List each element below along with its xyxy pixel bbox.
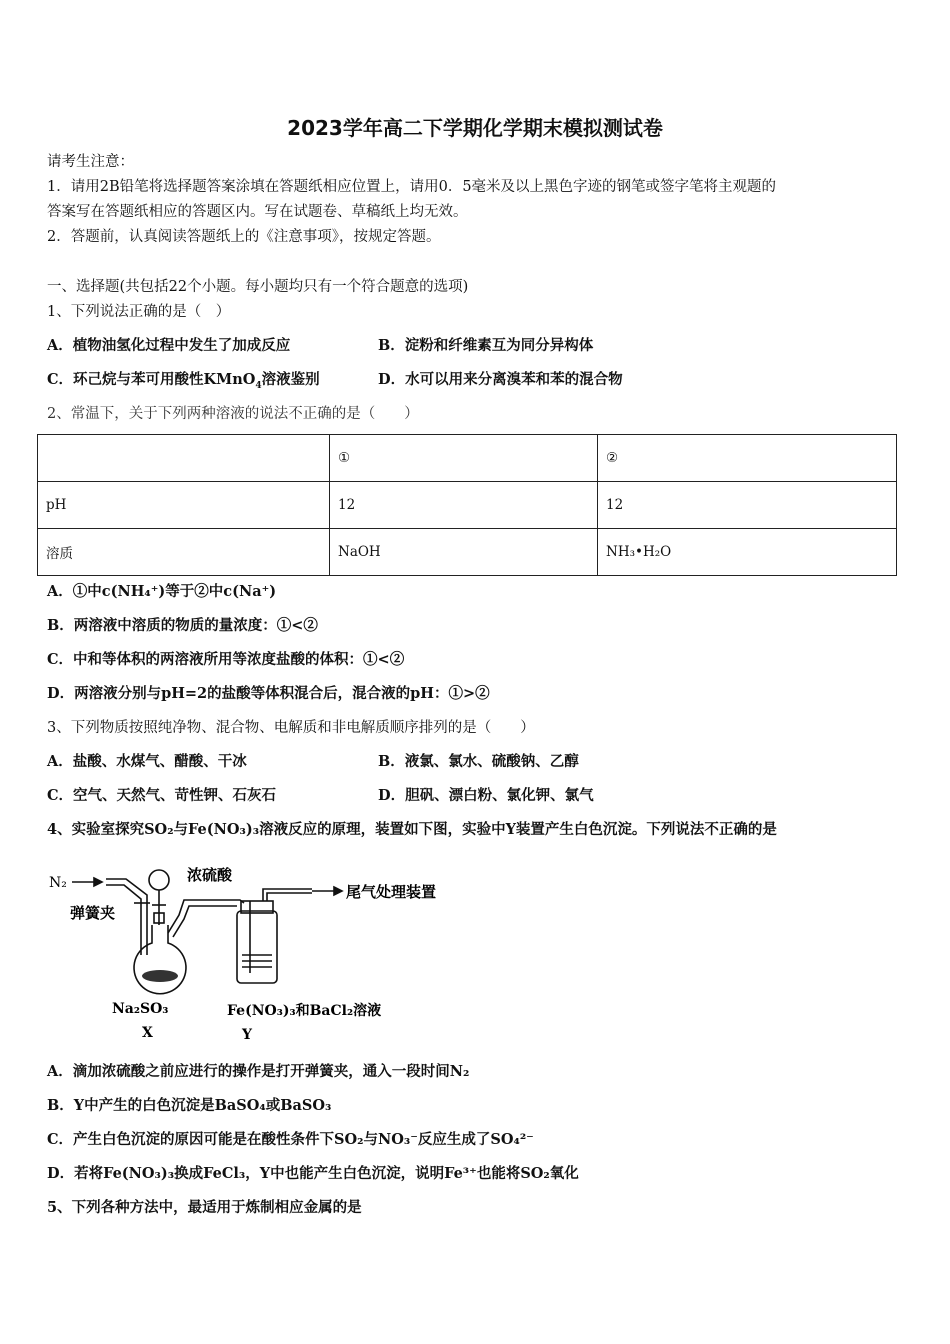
q1-option-c: C．环己烷与苯可用酸性KMnO$_4$溶液鉴别: [47, 371, 320, 391]
q2-option-c: C．中和等体积的两溶液所用等浓度盐酸的体积：①<②: [47, 651, 405, 668]
q2-option-d: D．两溶液分别与pH=2的盐酸等体积混合后，混合液的pH：①>②: [47, 685, 490, 702]
q4-option-c: C．产生白色沉淀的原因可能是在酸性条件下SO₂与NO₃⁻反应生成了SO₄²⁻: [47, 1131, 534, 1148]
q1-option-b: B．淀粉和纤维素互为同分异构体: [378, 337, 594, 354]
q1-stem: 1、下列说法正确的是（ ）: [47, 304, 231, 320]
q3-stem: 3、下列物质按照纯净物、混合物、电解质和非电解质顺序排列的是（ ）: [47, 720, 535, 736]
label-tail: 尾气处理装置: [346, 883, 437, 901]
notice-item2: 2．答题前，认真阅读答题纸上的《注意事项》，按规定答题。: [47, 229, 441, 245]
label-clamp: 弹簧夹: [70, 904, 116, 922]
q2-option-b: B．两溶液中溶质的物质的量浓度：①<②: [47, 617, 318, 634]
section-heading: 一、选择题(共包括22个小题。每小题均只有一个符合题意的选项): [47, 279, 469, 295]
q3-option-a: A．盐酸、水煤气、醋酸、干冰: [47, 753, 247, 770]
apparatus-figure: [44, 855, 464, 1050]
notice-item1a: 1．请用2B铅笔将选择题答案涂填在答题纸相应位置上，请用0．5毫米及以上黑色字迹的钢笔或签字笔将主观题的: [47, 179, 777, 195]
notice-item1b: 答案写在答题纸相应的答题区内。写在试题卷、草稿纸上均无效。: [47, 204, 468, 220]
q4-option-a: A．滴加浓硫酸之前应进行的操作是打开弹簧夹，通入一段时间N₂: [47, 1063, 470, 1080]
q3-option-c: C．空气、天然气、苛性钾、石灰石: [47, 787, 277, 804]
table-cell: [38, 435, 330, 482]
q1-option-d: D．水可以用来分离溴苯和苯的混合物: [378, 371, 623, 388]
q3-option-b: B．液氯、氯水、硫酸钠、乙醇: [378, 753, 579, 770]
label-reagent-x: Na₂SO₃: [112, 1001, 169, 1017]
table-cell: pH: [38, 482, 330, 529]
table-cell: 12: [330, 482, 598, 529]
label-reagent-y: Fe(NO₃)₃和BaCl₂溶液: [227, 1003, 382, 1019]
table-row: [38, 482, 897, 529]
q2-stem: 2、常温下，关于下列两种溶液的说法不正确的是（ ）: [47, 406, 419, 422]
q5-stem: 5、下列各种方法中，最适用于炼制相应金属的是: [47, 1199, 362, 1216]
notice-heading: 请考生注意：: [47, 154, 134, 170]
q4-option-b: B．Y中产生的白色沉淀是BaSO₄或BaSO₃: [47, 1097, 332, 1114]
table-cell: NaOH: [330, 529, 598, 576]
label-n2: N₂: [49, 875, 67, 891]
q3-option-d: D．胆矾、漂白粉、氯化钾、氯气: [378, 787, 594, 804]
table-cell: ②: [598, 435, 897, 482]
table-row: [38, 529, 897, 576]
label-y: Y: [242, 1027, 252, 1043]
label-acid: 浓硫酸: [187, 866, 233, 884]
q4-option-d: D．若将Fe(NO₃)₃换成FeCl₃，Y中也能产生白色沉淀，说明Fe³⁺也能将SO₂氧化: [47, 1165, 579, 1182]
table-cell: 12: [598, 482, 897, 529]
page-title: 2023学年高二下学期化学期末模拟测试卷: [287, 116, 663, 140]
table-cell: ①: [330, 435, 598, 482]
table-cell: 溶质: [38, 529, 330, 576]
q2-option-a: A．①中c(NH₄⁺)等于②中c(Na⁺): [47, 583, 277, 600]
table-row: [38, 435, 897, 482]
q1-option-a: A．植物油氢化过程中发生了加成反应: [47, 337, 291, 354]
label-x: X: [142, 1025, 153, 1041]
table-cell: NH₃•H₂O: [598, 529, 897, 576]
q4-stem: 4、实验室探究SO₂与Fe(NO₃)₃溶液反应的原理，装置如下图，实验中Y装置产生白色沉淀。下列说法不正确的是: [47, 821, 777, 838]
q2-table: [37, 434, 897, 576]
